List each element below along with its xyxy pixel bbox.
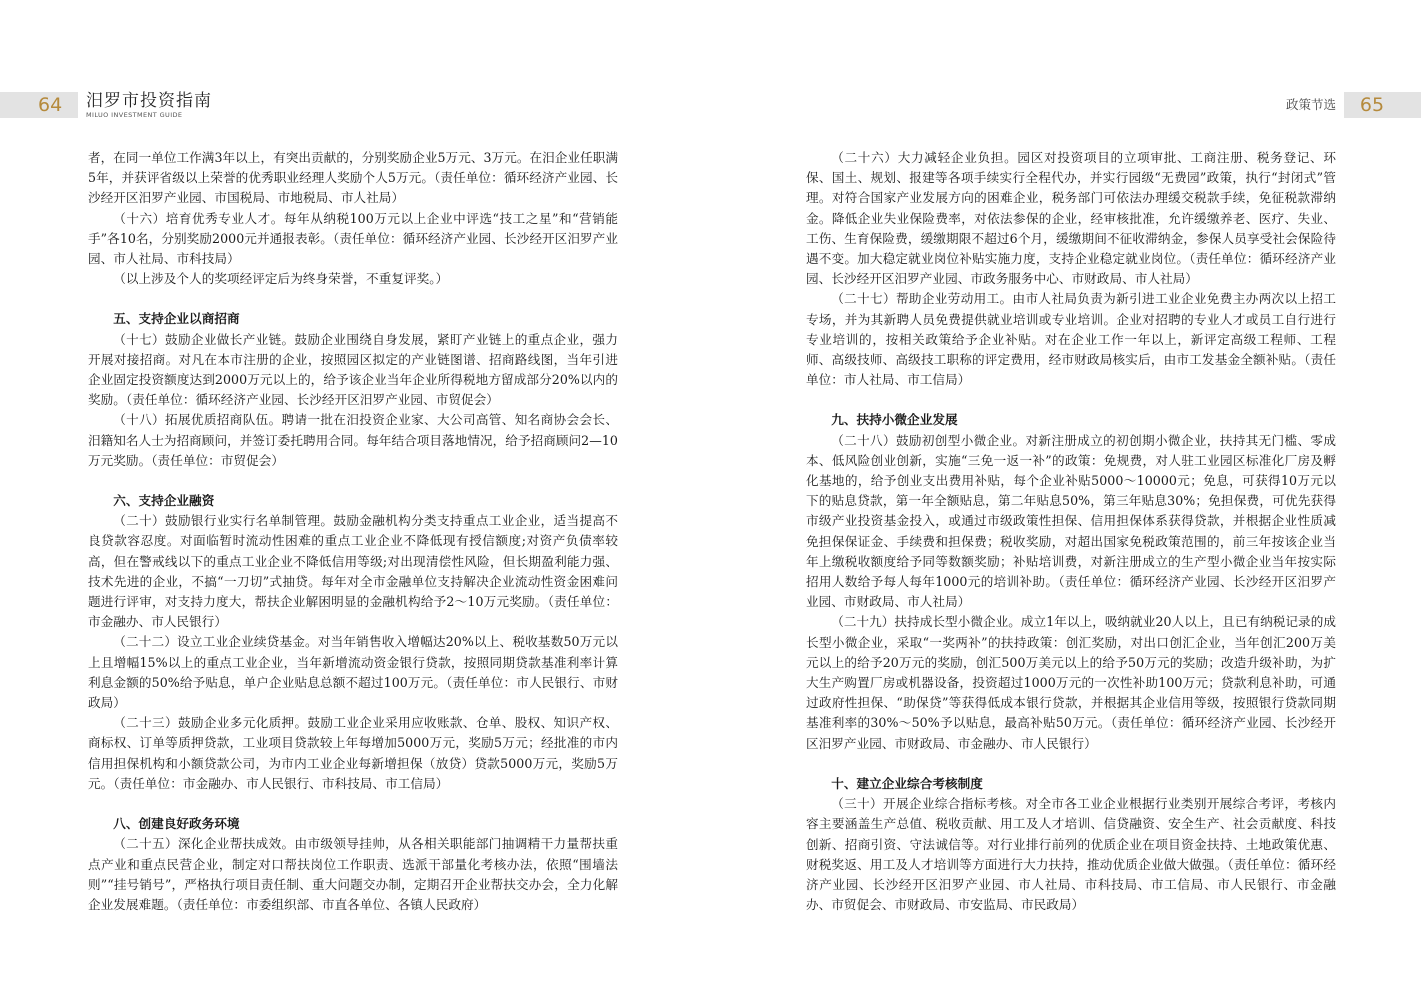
section-heading: 八、创建良好政务环境 [113, 816, 240, 832]
body-paragraph: （二十）鼓励银行业实行名单制管理。鼓励金融机构分类支持重点工业企业，适当提高不良贷款容忍度。对面临暂时流动性困难的重点工业企业不降低现有授信额度;对资产负债率较高，但在警戒线以下的重点工业企业不降低信用等级;对出现清偿性风险，但长期盈利能力强、技术先进的企业，不搞“一刀切”式抽贷。每年对全市金融单位支持解决企业流动性资金困难问题进行评审，对支持力度大，帮扶企业解困明显的金融机构给予2～10万元奖励。（责任单位：市金融办、市人民银行） [88, 513, 618, 630]
section-heading: 九、扶持小微企业发展 [831, 412, 958, 428]
body-paragraph: （二十二）设立工业企业续贷基金。对当年销售收入增幅达20%以上、税收基数50万元以上且增幅15%以上的重点工业企业，当年新增流动资金银行贷款，按照同期贷款基准利率计算利息金额的50%给予贴息，单户企业贴息总额不超过100万元。（责任单位：市人民银行、市财政局） [88, 634, 618, 711]
section-tag: 政策节选 [1285, 97, 1336, 112]
brand-title-cn: 汨罗市投资指南 [86, 91, 212, 111]
left-page-body [88, 148, 618, 915]
section-spacer [88, 471, 618, 491]
brand-title-en: MILUO INVESTMENT GUIDE [86, 111, 183, 119]
section-heading: 五、支持企业以商招商 [113, 311, 240, 327]
body-paragraph: （以上涉及个人的奖项经评定后为终身荣誉，不重复评奖。） [113, 271, 449, 287]
body-paragraph: （十七）鼓励企业做长产业链。鼓励企业围绕自身发展，紧盯产业链上的重点企业，强力开展对接招商。对凡在本市注册的企业，按照园区拟定的产业链图谱、招商路线图，当年引进企业固定投资额度达到2000万元以上的，给予该企业当年企业所得税地方留成部分20%以内的奖励。（责任单位：循环经济产业园、长沙经开区汨罗产业园、市贸促会） [88, 331, 618, 408]
section-spacer [88, 289, 618, 309]
body-paragraph: （二十七）帮助企业劳动用工。由市人社局负责为新引进工业企业免费主办两次以上招工专场，并为其新聘人员免费提供就业培训或专业培训。企业对招聘的专业人才或员工自行进行专业培训的，按相关政策给予企业补贴。对在企业工作一年以上，新评定高级工程师、工程师、高级技师、高级技工职称的评定费用，经市财政局核实后，由市工发基金全额补贴。（责任单位：市人社局、市工信局） [806, 291, 1336, 388]
body-paragraph: （二十六）大力减轻企业负担。园区对投资项目的立项审批、工商注册、税务登记、环保、国土、规划、报建等各项手续实行全程代办，并实行园级“无费园”政策，执行“封闭式”管理。对符合国家产业发展方向的困难企业，税务部门可依法办理缓交税款手续，免征税款滞纳金。降低企业失业保险费率，对依法参保的企业，经审核批准，允许缓缴养老、医疗、失业、工伤、生育保险费，缓缴期限不超过6个月，缓缴期间不征收滞纳金，参保人员享受社会保险待遇不变。加大稳定就业岗位补贴实施力度，支持企业稳定就业岗位。（责任单位：循环经济产业园、长沙经开区汨罗产业园、市政务服务中心、市财政局、市人社局） [806, 150, 1336, 287]
right-page-number: 65 [1359, 94, 1385, 116]
section-spacer [88, 794, 618, 814]
right-page-body [806, 148, 1336, 915]
body-paragraph: 者，在同一单位工作满3年以上，有突出贡献的，分别奖励企业5万元、3万元。在汨企业任职满5年，并获评省级以上荣誉的优秀职业经理人奖励个人5万元。（责任单位：循环经济产业园、长沙经开区汨罗产业园、市国税局、市地税局、市人社局） [88, 150, 618, 206]
body-paragraph: （二十五）深化企业帮扶成效。由市级领导挂帅，从各相关职能部门抽调精干力量帮扶重点产业和重点民营企业，制定对口帮扶岗位工作职责、选派干部量化考核办法，依照“围墙法则”“挂号销号”，严格执行项目责任制、重大问题交办制，定期召开企业帮扶交办会，全力化解企业发展难题。（责任单位：市委组织部、市直各单位、各镇人民政府） [88, 836, 618, 912]
body-paragraph: （二十八）鼓励初创型小微企业。对新注册成立的初创期小微企业，扶持其无门槛、零成本、低风险创业创新，实施“三免一返一补”的政策：免规费，对人驻工业园区标准化厂房及孵化基地的，给予创业支出费用补贴，每个企业补贴5000～10000元；免息，可获得10万元以下的贴息贷款，第一年全额贴息，第二年贴息50%，第三年贴息30%；免担保费，可优先获得市级产业投资基金投入，或通过市级政策性担保、信用担保体系获得贷款，并根据企业性质减免担保保证金、手续费和担保费；税收奖励，对超出国家免税政策范围的，前三年按该企业当年上缴税收额度给予同等数额奖励；补贴培训费，对新注册成立的生产型小微企业当年按实际招用人数给予每人每年1000元的培训补助。（责任单位：循环经济产业园、长沙经开区汨罗产业园、市财政局、市人社局） [806, 432, 1336, 610]
section-heading: 十、建立企业综合考核制度 [831, 775, 983, 791]
body-paragraph: （二十九）扶持成长型小微企业。成立1年以上，吸纳就业20人以上，且已有纳税记录的成长型小微企业，采取“一奖两补”的扶持政策：创汇奖励，对出口创汇企业，当年创汇200万美元以上的给予20万元的奖励，创汇500万美元以上的给予50万元的奖励；改造升级补助，为扩大生产购置厂房或机器设备，投资超过1000万元的一次性补助100万元；贷款利息补助，可通过政府性担保、“助保贷”等获得低成本银行贷款，并根据其企业信用等级，按照银行贷款同期基准利率的30%～50%予以贴息，最高补贴50万元。（责任单位：循环经济产业园、长沙经开区汨罗产业园、市财政局、市金融办、市人民银行） [806, 614, 1336, 751]
section-heading: 六、支持企业融资 [113, 493, 215, 509]
left-page-number: 64 [38, 94, 63, 116]
body-paragraph: （十六）培育优秀专业人才。每年从纳税100万元以上企业中评选“技工之星”和“营销能手”各10名，分别奖励2000元并通报表彰。（责任单位：循环经济产业园、长沙经开区汨罗产业园、市人社局、市科技局） [88, 210, 618, 267]
body-paragraph: （十八）拓展优质招商队伍。聘请一批在汨投资企业家、大公司高管、知名商协会会长、汨籍知名人士为招商顾问，并签订委托聘用合同。每年结合项目落地情况，给予招商顾问2—10万元奖励。（责任单位：市贸促会） [88, 412, 618, 468]
body-paragraph: （三十）开展企业综合指标考核。对全市各工业企业根据行业类别开展综合考评，考核内容主要涵盖生产总值、税收贡献、用工及人才培训、信贷融资、安全生产、社会贡献度、科技创新、招商引资、守法诚信等。对行业排行前列的优质企业在项目资金扶持、土地政策优惠、财税奖返、用工及人才培训等方面进行大力扶持，推动优质企业做大做强。（责任单位：循环经济产业园、长沙经开区汨罗产业园、市人社局、市科技局、市工信局、市人民银行、市金融办、市贸促会、市财政局、市安监局、市民政局） [806, 796, 1336, 913]
body-paragraph: （二十三）鼓励企业多元化质押。鼓励工业企业采用应收账款、仓单、股权、知识产权、商标权、订单等质押贷款，工业项目贷款较上年每增加5000万元，奖励5万元；经批准的市内信用担保机构和小额贷款公司，为市内工业企业每新增担保（放贷）贷款5000万元，奖励5万元。（责任单位：市金融办、市人民银行、市科技局、市工信局） [88, 715, 618, 791]
section-spacer [806, 390, 1336, 410]
section-spacer [806, 754, 1336, 774]
brand-title [86, 92, 212, 119]
